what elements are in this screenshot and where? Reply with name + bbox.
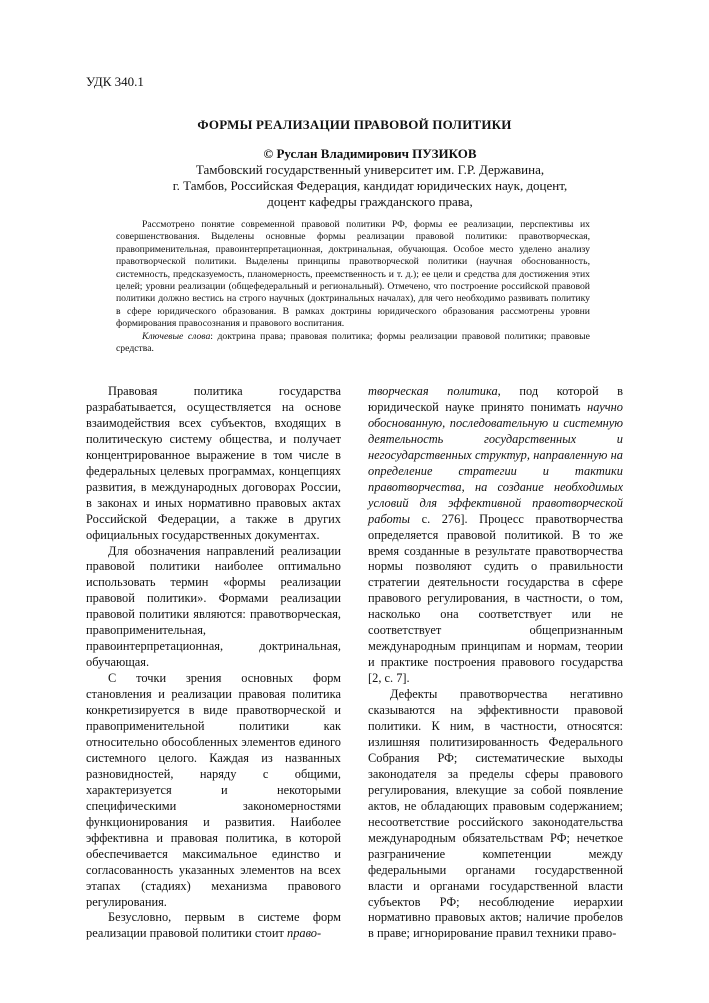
author-affiliation-line-3: доцент кафедры гражданского права,	[267, 194, 473, 209]
body-paragraph: Правовая политика государства разрабатывается, осуществляется на основе взаимодействия всех субъектов, входящих в политическую систему общества, и получает концентрированное выражение в том числе в федеральных целевых программах, концепциях развития, в международных договорах России, в законах и иных нормативно правовых актах Российской Федерации, а также в других официальных государственных документах.	[86, 384, 341, 542]
abstract-text: Рассмотрено понятие современной правовой политики РФ, формы ее реализации, перспективы их совершенствования. Выделены основные формы реализации правовой политики: правотворческая, правоприменительная, правоинтерпретационная, доктринальная, обучающая. Особое место уделено анализу правотворческой политики. Выделены принципы правотворческой политики (научная обоснованность, системность, предсказуемость, планомерность, преемственность и т. д.); ее цели и средства для достижения этих целей; уровни реализации (общефедеральный и региональный). Отмечено, что построение российской правовой политики должно вестись на строго научных (доктринальных началах), для чего необходимо развивать политику в сфере юридического образования. В рамках доктрины юридического образования рассмотрены уровни формирования правосознания и правового воспитания.	[116, 219, 590, 330]
italic-term: творческая политика	[368, 384, 498, 398]
italic-term: право-	[287, 926, 322, 941]
body-text: Безусловно, первым в системе форм реализации правовой политики стоит	[86, 910, 341, 941]
udk-code: УДК 340.1	[86, 74, 144, 89]
author-name: © Руслан Владимирович ПУЗИКОВ	[263, 146, 477, 161]
author-affiliation-line-2: г. Тамбов, Российская Федерация, кандидат юридических наук, доцент,	[172, 178, 568, 193]
keywords-list: : доктрина права; правовая политика; формы реализации правовой политики; правовые средства.	[116, 330, 590, 355]
body-paragraph: С точки зрения основных форм становления и реализации правовая политика конкретизируется в виде правотворческой и правоприменительной политики как относительно обособленных элементов единого системного целого. Каждая из названных разновидностей, наряду с общими, характеризуется и некоторыми специфическими закономерностями функционирования и развития. Наиболее эффективна и правовая политика, в которой обеспечивается максимальное единство и согласованность указанных элементов на всех этапах (стадиях) механизма правового регулирования.	[86, 671, 341, 909]
keywords-label: Ключевые слова	[142, 330, 211, 342]
body-paragraph: Дефекты правотворчества негативно сказываются на эффективности правовой политики. К ним, в частности, относятся: излишняя политизированность Федерального Собрания РФ; систематические выходы законодателя за пределы сферы правового регулирования, влекущие за собой появление актов, не обладающих правовым содержанием; несоответствие российского законодательства международным обязательствам РФ; нечеткое разграничение компетенции между федеральными органами государственной власти и органами государственной власти субъектов РФ; несоблюдение иерархии нормативно правовых актов; наличие пробелов в праве; игнорирование правил техники право-	[368, 687, 623, 941]
body-text: с. 276]. Процесс правотворчества определяется правовой политикой. В то же время созданные в результате правотворчества нормы позволяют судить о правильности стратегии деятельности государства в сфере правового регулирования, в частности, о том, насколько она соответствует или не соответствует общепризнанным международным принципам и нормам, теории и практике построения правового государства [2, с. 7].	[368, 511, 623, 686]
italic-definition: научно обоснованную, последовательную и системную деятельность государственных и негосударственных структур, направленную на определение стратегии и тактики правотворчества, на создание необходимых условий для эффективной правотворческой работы	[368, 399, 623, 526]
abstract	[116, 219, 590, 355]
author-affiliation-line-1: Тамбовский государственный университет им. Г.Р. Державина,	[195, 162, 545, 177]
keywords	[116, 331, 590, 356]
left-column	[86, 384, 341, 942]
body-paragraph: Для обозначения направлений реализации правовой политики наиболее оптимально использовать термин «формы реализации правовой политики». Формами реализации правовой политики являются: правотворческая, правоприменительная, правоинтерпретационная, доктринальная, обучающая.	[86, 543, 341, 670]
author-block	[120, 146, 620, 210]
body-paragraph	[86, 910, 341, 942]
article-title: ФОРМЫ РЕАЛИЗАЦИИ ПРАВОВОЙ ПОЛИТИКИ	[197, 117, 512, 132]
right-column	[368, 384, 623, 942]
body-paragraph	[368, 384, 623, 687]
body-text: , под которой в юридической науке принято понимать	[368, 384, 624, 414]
